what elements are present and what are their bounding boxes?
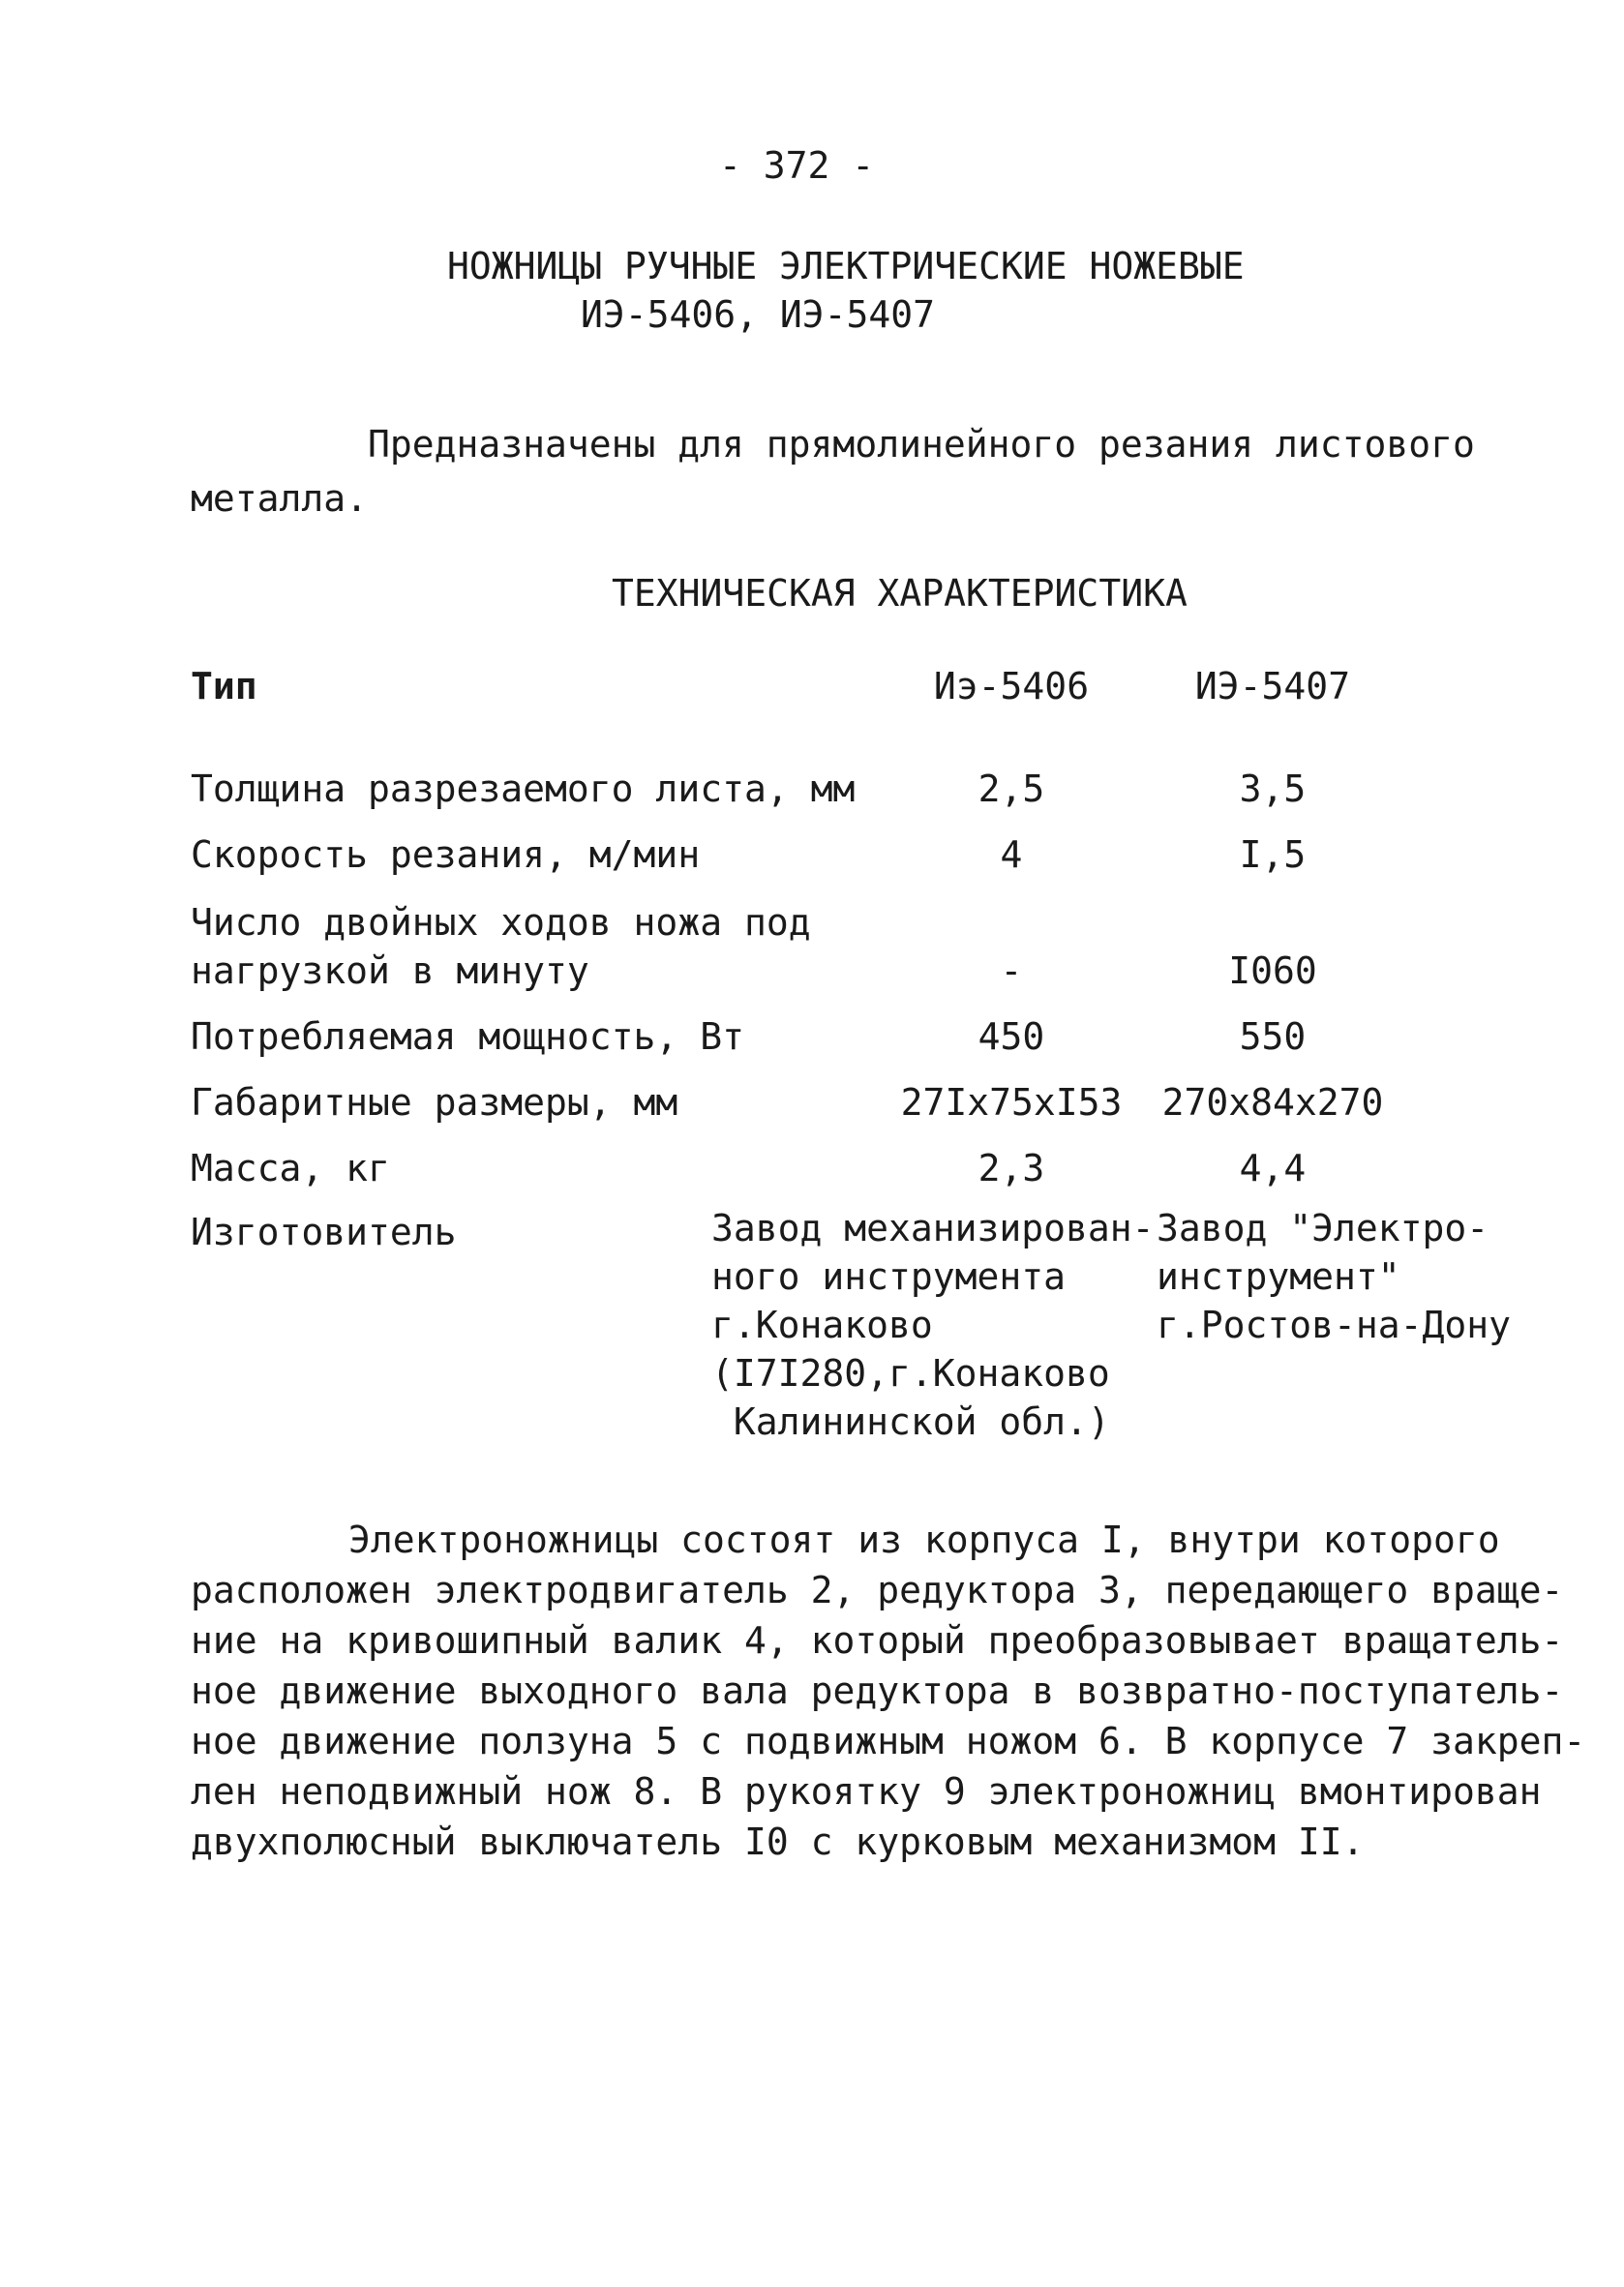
maker-b-line: Завод "Электро- [1157, 1207, 1489, 1249]
maker-a-block [711, 1204, 1155, 1446]
spec-row-value-a: - [1000, 949, 1023, 992]
spec-row-value-b: I,5 [1239, 833, 1307, 876]
spec-row-label: Потребляемая мощность, Вт [191, 1015, 744, 1058]
spec-row-label-line2: нагрузкой в минуту [191, 949, 589, 992]
spec-row-label-line1: Число двойных ходов ножа под [191, 901, 811, 944]
spec-row-value-a: 450 [977, 1015, 1045, 1058]
spec-row-value-b: I060 [1228, 949, 1317, 992]
maker-b-line: инструмент" [1157, 1255, 1400, 1298]
maker-a-line: Завод механизирован- [711, 1207, 1155, 1249]
spec-row-value-a: 2,5 [977, 767, 1045, 810]
description-line: ное движение ползуна 5 с подвижным ножом 6. В корпусе 7 закреп- [191, 1720, 1586, 1762]
description-line: ние на кривошипный валик 4, который преобразовывает вращатель- [191, 1619, 1564, 1662]
maker-a-line: (I7I280,г.Конаково [711, 1352, 1110, 1395]
purpose-line1: Предназначены для прямолинейного резания листового [368, 423, 1475, 466]
description-line: лен неподвижный нож 8. В рукоятку 9 электроножниц вмонтирован [191, 1770, 1542, 1813]
spec-row-label: Скорость резания, м/мин [191, 833, 701, 876]
spec-row-value-b: 270x84x270 [1161, 1081, 1384, 1124]
maker-a-line: г.Конаково [711, 1304, 933, 1346]
maker-b-block [1157, 1204, 1511, 1349]
spec-row-value-b: 4,4 [1239, 1147, 1307, 1189]
spec-row-label: Масса, кг [191, 1147, 390, 1189]
model-b-header: ИЭ-5407 [1194, 665, 1351, 707]
page-number: - 372 - [719, 144, 875, 187]
specs-heading: ТЕХНИЧЕСКАЯ ХАРАКТЕРИСТИКА [612, 572, 1188, 615]
spec-row-value-a: 4 [1000, 833, 1023, 876]
spec-row-value-b: 550 [1239, 1015, 1307, 1058]
spec-row-value-a: 2,3 [977, 1147, 1045, 1189]
spec-row-value-b: 3,5 [1239, 767, 1307, 810]
description-line: Электроножницы состоят из корпуса I, внутри которого [348, 1519, 1500, 1561]
purpose-line2: металла. [191, 477, 369, 520]
maker-a-line: Калининской обл.) [711, 1400, 1110, 1443]
spec-row-value-a: 27Ix75xI53 [900, 1081, 1123, 1124]
document-title-line2: ИЭ-5406, ИЭ-5407 [581, 293, 936, 336]
maker-label: Изготовитель [191, 1211, 457, 1253]
description-line: ное движение выходного вала редуктора в возвратно-поступатель- [191, 1670, 1564, 1712]
description-line: расположен электродвигатель 2, редуктора 3, передающего враще- [191, 1569, 1564, 1611]
document-title-line1: НОЖНИЦЫ РУЧНЫЕ ЭЛЕКТРИЧЕСКИЕ НОЖЕВЫЕ [447, 245, 1245, 287]
spec-row-label: Габаритные размеры, мм [191, 1081, 678, 1124]
type-label: Тип [191, 665, 257, 707]
maker-a-line: ного инструмента [711, 1255, 1067, 1298]
description-line: двухполюсный выключатель I0 с курковым механизмом II. [191, 1821, 1365, 1863]
spec-row-label: Толщина разрезаемого листа, мм [191, 767, 856, 810]
model-a-header: Иэ-5406 [933, 665, 1090, 707]
maker-b-line: г.Ростов-на-Дону [1157, 1304, 1512, 1346]
